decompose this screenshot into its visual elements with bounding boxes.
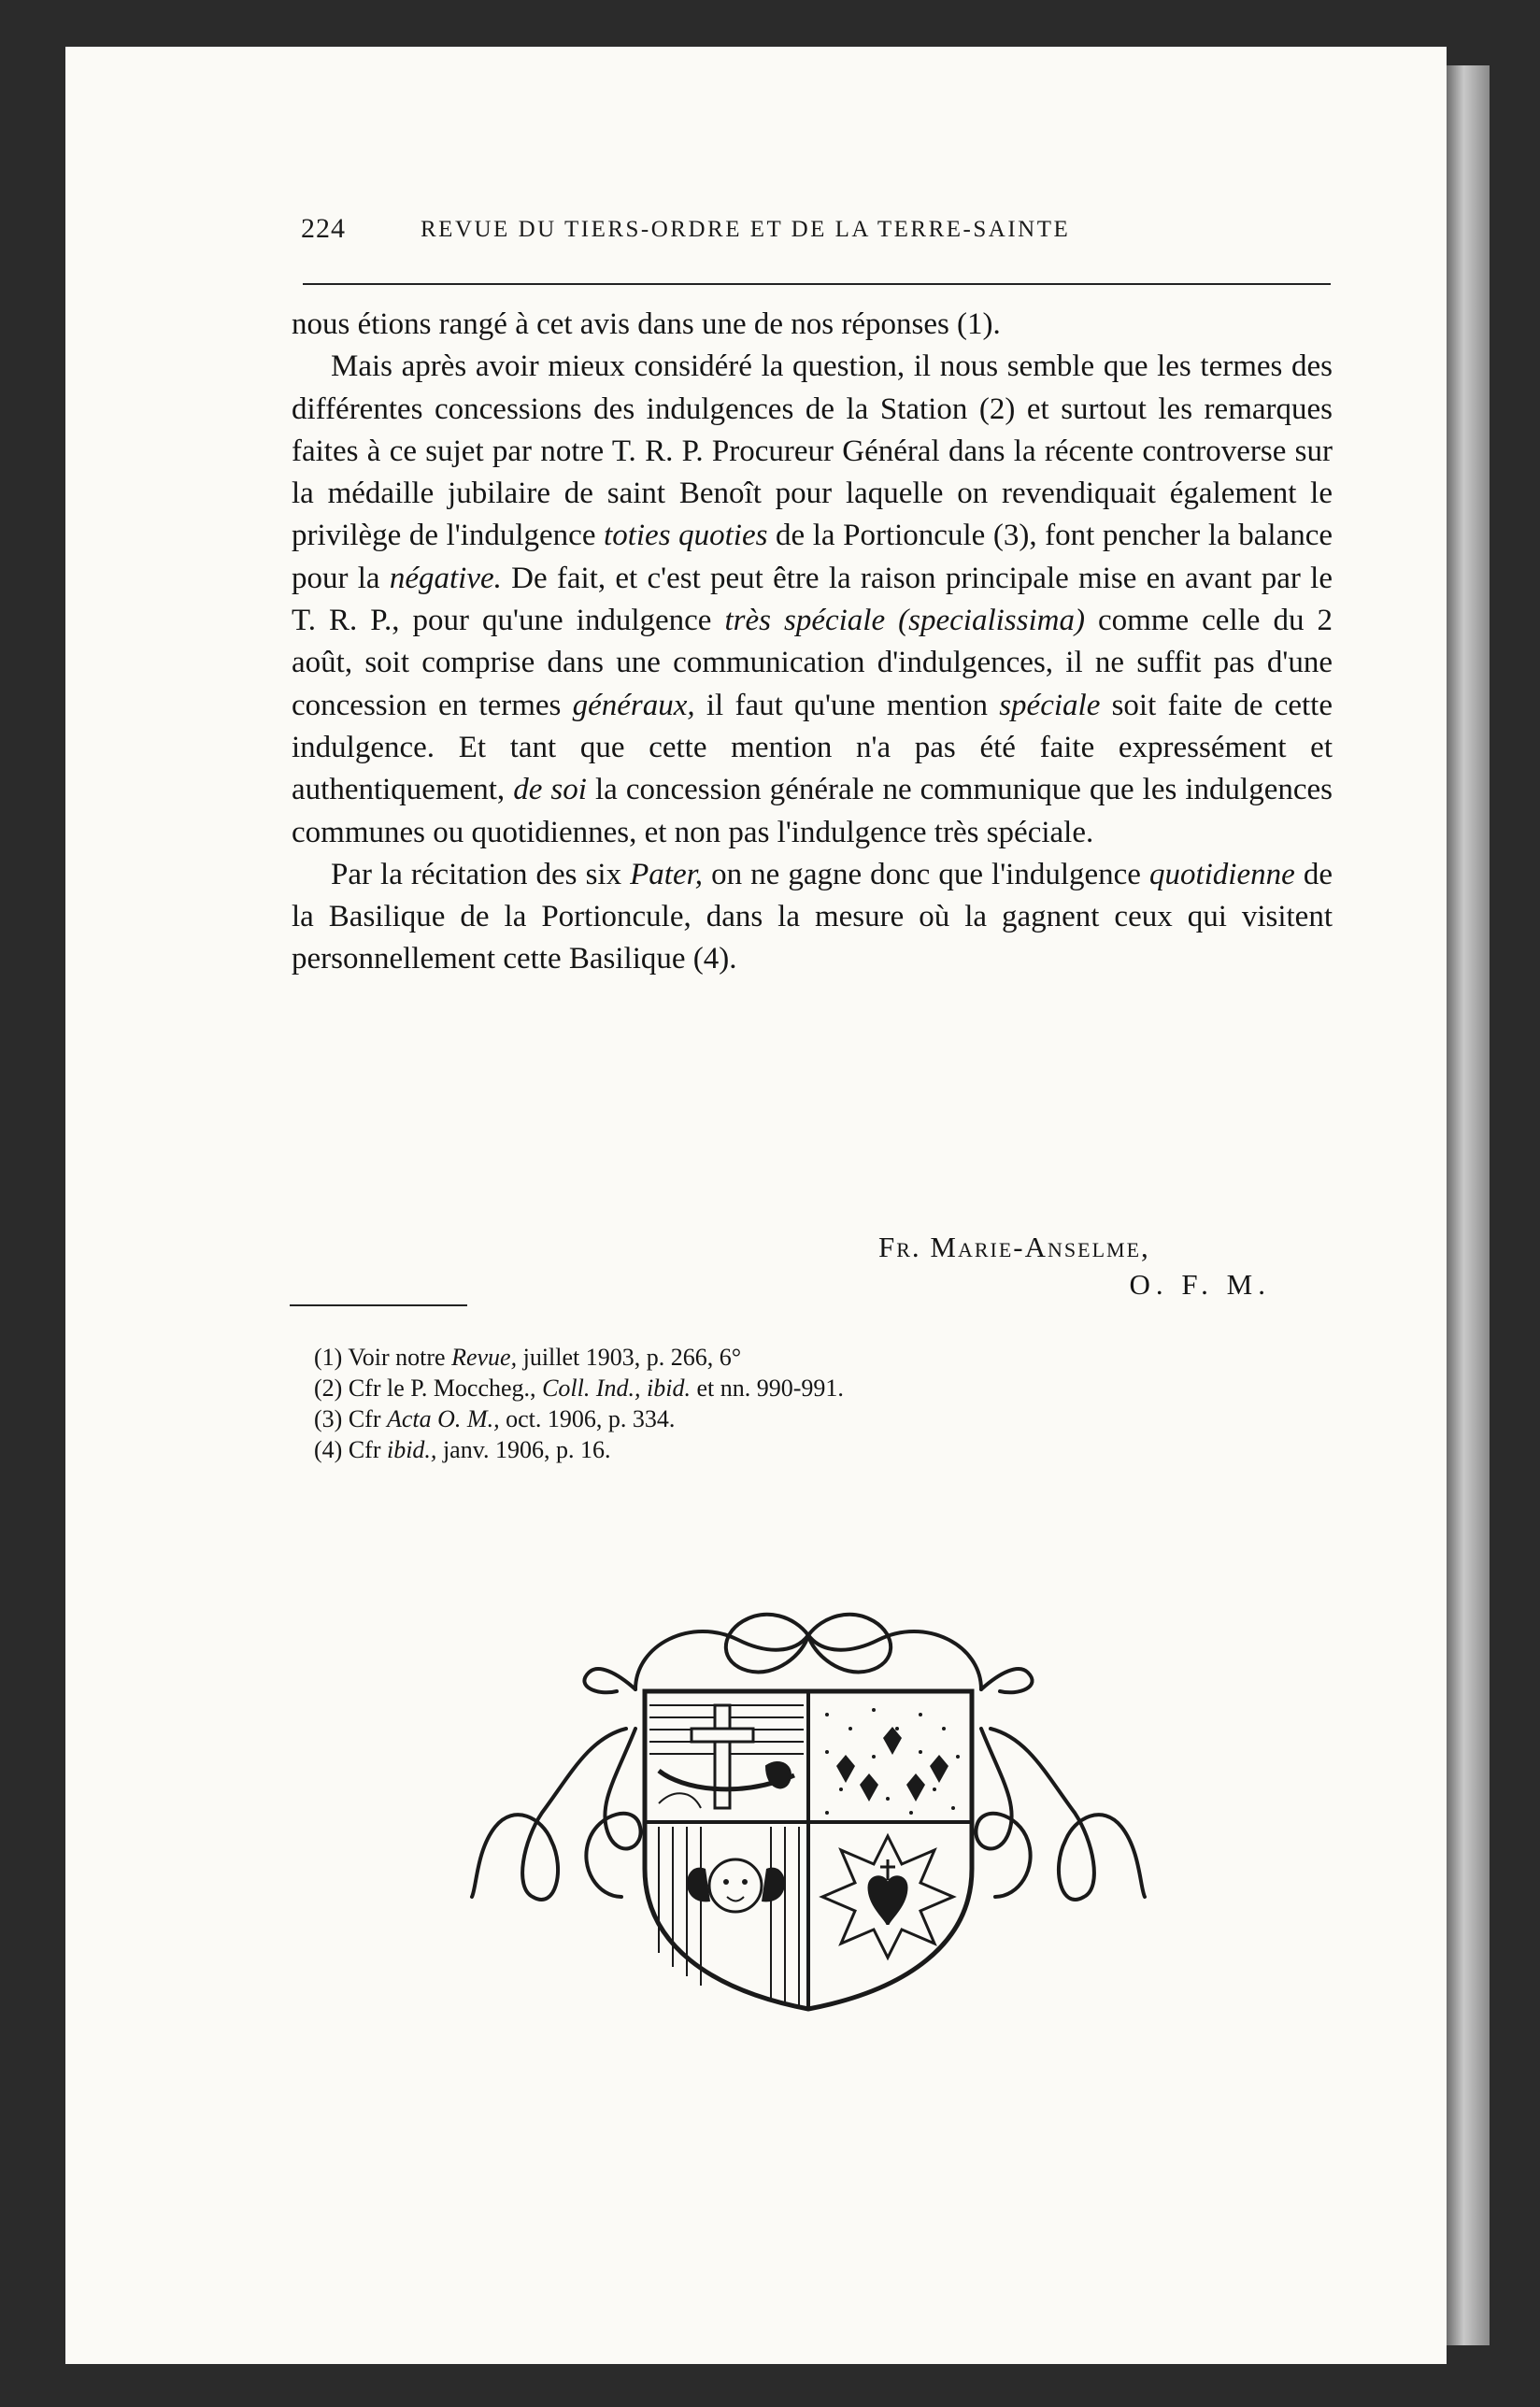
page-header [301, 213, 1333, 254]
text-run: (3) Cfr [314, 1405, 387, 1432]
text-run: oct. 1906, p. 334. [499, 1405, 676, 1432]
running-title: REVUE DU TIERS-ORDRE ET DE LA TERRE-SAINTE [421, 217, 1071, 242]
paragraph [292, 854, 1333, 981]
italic-text: Pater, [630, 857, 704, 891]
text-run: De fait, et c'est peut être la raison principale mise en avant par le T. R. P., pour qu'une indulgence [292, 561, 1333, 638]
text-run: soit faite de cette indulgence. Et tant que cette mention n'a pas été faite expressément et authentiquement, [292, 688, 1333, 807]
text-run: Par la récitation des six [331, 857, 631, 891]
italic-text: Revue, [451, 1344, 518, 1371]
footnotes [314, 1342, 1155, 1465]
italic-text: toties quoties [604, 519, 768, 553]
footnote [314, 1342, 1155, 1373]
page-number: 224 [301, 213, 346, 244]
italic-text: ibid., [386, 1436, 437, 1463]
text-run: de la Portioncule (3), font pencher la balance pour la [292, 519, 1333, 595]
text-run: janv. 1906, p. 16. [436, 1436, 611, 1463]
footnote [314, 1434, 1155, 1465]
italic-text: quotidienne [1148, 857, 1295, 891]
body-text [292, 304, 1333, 981]
text-run: Mais après avoir mieux considéré la question, il nous semble que les termes des différentes concessions des indulgences de la Station (2) et surtout les remarques faites à ce sujet par notre T. R. P. Procureur Général dans la récente controverse sur la médaille jubilaire de saint Benoît pour laquelle on revendiquait également le privilège de l'indulgence [292, 349, 1333, 553]
text-run: (4) Cfr [314, 1436, 387, 1463]
text-run: il faut qu'une mention [694, 688, 1000, 722]
italic-text: généraux, [572, 688, 695, 722]
italic-text: Coll. Ind., ibid. [542, 1374, 691, 1402]
text-run: comme celle du 2 août, soit comprise dans une communication d'indulgences, il ne suffit pas d'une concession en termes [292, 604, 1333, 722]
header-rule [303, 283, 1331, 285]
signature-name: Fr. Marie-Anselme, [878, 1231, 1150, 1263]
italic-text: négative. [389, 561, 502, 595]
italic-text: Acta O. M., [386, 1405, 500, 1432]
text-run: juillet 1903, p. 266, 6° [517, 1344, 742, 1371]
text-run: (1) Voir notre [314, 1344, 452, 1371]
text-run: nous étions rangé à cet avis dans une de nos réponses (1). [292, 307, 1001, 341]
footnote-rule [290, 1304, 467, 1306]
page-edge [1447, 65, 1490, 2345]
text-run: la concession générale ne communique que les indulgences communes ou quotidiennes, et non pas l'indulgence très spéciale. [292, 773, 1333, 849]
paragraph [292, 304, 1333, 346]
text-run: et nn. 990-991. [690, 1374, 844, 1402]
italic-text: spéciale [999, 688, 1101, 722]
text-run: on ne gagne donc que l'indulgence [703, 857, 1149, 891]
signature [878, 1231, 1271, 1302]
italic-text: de soi [513, 773, 587, 807]
coat-of-arms-icon [458, 1588, 1159, 2028]
quarter-rose [822, 1836, 953, 1958]
footnote [314, 1403, 1155, 1434]
italic-text: très spéciale (specialissima) [724, 604, 1085, 638]
text-run: (2) Cfr le P. Moccheg., [314, 1374, 543, 1402]
paragraph [292, 346, 1333, 854]
footnote [314, 1373, 1155, 1403]
text-run: de la Basilique de la Portioncule, dans la mesure où la gagnent ceux qui visitent personnellement cette Basilique (4). [292, 857, 1333, 976]
signature-order: O. F. M. [1129, 1268, 1271, 1301]
